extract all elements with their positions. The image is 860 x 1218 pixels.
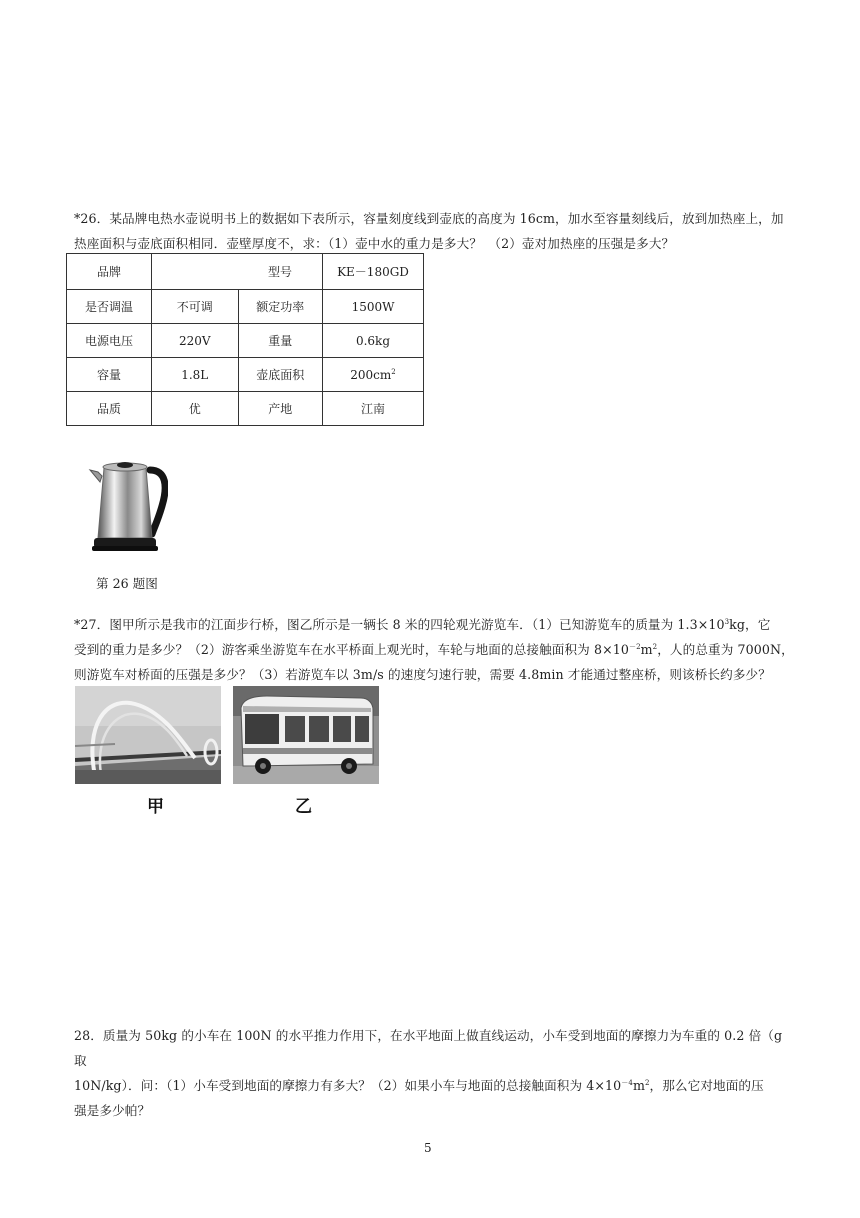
table-row (67, 358, 424, 392)
question-28 (74, 1023, 794, 1123)
origin-label: 产地 (238, 392, 323, 426)
origin-value: 江南 (323, 392, 424, 426)
quality-value: 优 (152, 392, 239, 426)
brand-value (152, 254, 239, 290)
question-26 (74, 206, 794, 256)
area-value: 200cm (350, 367, 392, 382)
kettle-image (88, 456, 168, 556)
question-26-line-2: 热座面积与壶底面积相同．壶壁厚度不，求：（1）壶中水的重力是多大？ （2）壶对加热座的压强是多大？ (74, 236, 675, 251)
bridge-photo (75, 686, 221, 784)
table-row (67, 290, 424, 324)
weight-label: 重量 (238, 324, 323, 358)
tour-bus-photo (233, 686, 379, 784)
photo-label-yi: 乙 (295, 797, 312, 817)
voltage-value: 220V (152, 324, 239, 358)
question-28-line-2: 10N/kg）．问：（1）小车受到地面的摩擦力有多大？（2）如果小车与地面的总接触面积为 $4\times 10^{-4}m^2$，那么它对地面的压 (74, 1078, 764, 1093)
table-row (67, 324, 424, 358)
area-label: 壶底面积 (238, 358, 323, 392)
power-value: 1500W (323, 290, 424, 324)
question-28-line-1: 28．质量为 50kg 的小车在 100N 的水平推力作用下，在水平地面上做直线运动，小车受到地面的摩擦力为车重的 0.2 倍（g 取 (74, 1028, 783, 1068)
question-27 (74, 612, 794, 687)
kettle-caption: 第 26 题图 (96, 576, 158, 591)
temp-value: 不可调 (152, 290, 239, 324)
question-26-line-1: *26．某品牌电热水壶说明书上的数据如下表所示，容量刻度线到壶底的高度为 16cm，加水至容量刻线后，放到加热座上，加 (74, 211, 784, 226)
weight-value: 0.6kg (323, 324, 424, 358)
model-label: 型号 (238, 254, 323, 290)
photo-label-jia: 甲 (147, 797, 164, 817)
question-27-line-2: 受到的重力是多少？（2）游客乘坐游览车在水平桥面上观光时，车轮与地面的总接触面积为 $8\times 10^{-2}m^2$，人的总重为 7000N， (74, 642, 794, 657)
question-27-line-1: *27．图甲所示是我市的江面步行桥，图乙所示是一辆长 8 米的四轮观光游览车．（1）已知游览车的质量为 $1.3\times 10^3kg$，它 (74, 617, 771, 632)
question-28-line-3: 强是多少帕？ (74, 1103, 151, 1118)
temp-label: 是否调温 (67, 290, 152, 324)
capacity-value: 1.8L (152, 358, 239, 392)
question-27-line-3: 则游览车对桥面的压强是多少？（3）若游览车以 3m/s 的速度匀速行驶，需要 4.8min 才能通过整座桥，则该桥长约多少？ (74, 667, 771, 682)
table-row (67, 254, 424, 290)
power-label: 额定功率 (238, 290, 323, 324)
quality-label: 品质 (67, 392, 152, 426)
page-number: 5 (424, 1141, 432, 1155)
voltage-label: 电源电压 (67, 324, 152, 358)
area-exponent: 2 (391, 367, 396, 376)
model-value: KE－180GD (323, 254, 424, 290)
brand-label: 品牌 (67, 254, 152, 290)
area-cell (323, 358, 424, 392)
capacity-label: 容量 (67, 358, 152, 392)
kettle-spec-table (66, 253, 424, 426)
table-row (67, 392, 424, 426)
